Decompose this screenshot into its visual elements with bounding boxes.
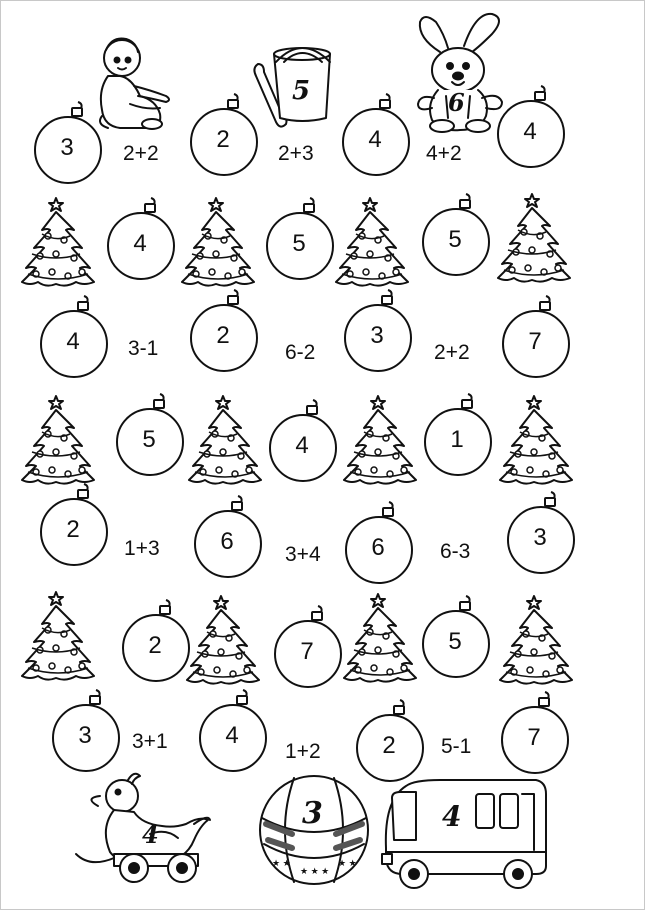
christmas-tree [340,394,424,490]
math-expression: 3+4 [285,543,321,566]
bus-number: 4 [442,800,462,833]
christmas-tree-icon [340,592,424,688]
christmas-tree [496,394,580,490]
ornament [112,392,192,480]
ornament [30,100,110,188]
math-expression: 3+1 [132,730,168,753]
christmas-tree-icon [494,192,578,288]
duck-picture [70,768,220,888]
ornament [195,688,275,776]
math-expression: 4+2 [426,142,462,165]
svg-text:★ ★ ★: ★ ★ ★ [300,866,330,876]
ornament [265,398,345,486]
ball-picture [254,774,374,890]
ornament [262,196,342,284]
christmas-tree-icon [496,594,580,690]
math-expression: 2+2 [434,341,470,364]
ornament-number: 3 [370,322,384,349]
ornament [186,92,266,180]
ornament [103,196,183,284]
ornament-number: 2 [216,126,230,153]
math-expression: 2+2 [123,142,159,165]
math-expression: 1+2 [285,740,321,763]
christmas-tree [183,594,267,690]
math-expression: 1+3 [124,537,160,560]
ornament [36,482,116,570]
christmas-tree [18,196,102,292]
math-expression: 3-1 [128,337,159,360]
ornament-number: 4 [133,230,147,257]
ornament-number: 5 [448,226,462,253]
christmas-tree-icon [496,394,580,490]
christmas-tree-icon [18,196,102,292]
ornament-number: 6 [371,534,385,561]
bunny-number: 6 [448,88,465,117]
ornament [341,500,421,588]
svg-text:★ ★: ★ ★ [272,858,291,868]
ornament [186,288,266,376]
math-expression: 6-3 [440,540,471,563]
ornament-number: 2 [148,632,162,659]
bus-picture [380,770,560,894]
ornament-number: 2 [216,322,230,349]
ball-icon [254,774,374,890]
ornament-number: 7 [527,724,541,751]
bus-icon [380,770,560,894]
duck-number: 4 [142,820,159,849]
ornament [497,690,577,778]
christmas-tree [18,394,102,490]
math-expression: 6-2 [285,341,316,364]
christmas-tree [18,590,102,686]
christmas-tree [332,196,416,292]
christmas-tree-icon [332,196,416,292]
ornament-number: 4 [368,126,382,153]
ornament-number: 3 [60,134,74,161]
ornament-number: 5 [142,426,156,453]
ornament [420,392,500,480]
christmas-tree [494,192,578,288]
ornament [418,192,498,280]
ball-number: 3 [302,796,323,831]
ornament [340,288,420,376]
ornament [418,594,498,682]
ornament-number: 3 [533,524,547,551]
ornament-number: 4 [523,118,537,145]
ornament-number: 2 [382,732,396,759]
christmas-tree-icon [18,590,102,686]
ornament [36,294,116,382]
ornament-number: 5 [292,230,306,257]
ornament-number: 4 [295,432,309,459]
math-expression: 5-1 [441,735,472,758]
ornament-number: 7 [300,638,314,665]
christmas-tree [496,594,580,690]
ornament-number: 1 [450,426,464,453]
ornament-number: 3 [78,722,92,749]
math-expression: 2+3 [278,142,314,165]
ornament [493,84,573,172]
ornament-number: 2 [66,516,80,543]
christmas-tree-icon [183,594,267,690]
ornament [190,494,270,582]
ornament [338,92,418,180]
christmas-tree-icon [185,394,269,490]
christmas-tree [340,592,424,688]
ornament [270,604,350,692]
christmas-tree [178,196,262,292]
ornament [48,688,128,776]
ornament-number: 4 [225,722,239,749]
ornament-number: 7 [528,328,542,355]
svg-text:★ ★: ★ ★ [338,858,357,868]
ornament-number: 4 [66,328,80,355]
ornament [498,294,578,382]
bucket-number: 5 [292,76,311,106]
christmas-tree-icon [340,394,424,490]
ornament-number: 5 [448,628,462,655]
christmas-tree-icon [18,394,102,490]
christmas-tree-icon [178,196,262,292]
ornament-number: 6 [220,528,234,555]
christmas-tree [185,394,269,490]
ornament [503,490,583,578]
